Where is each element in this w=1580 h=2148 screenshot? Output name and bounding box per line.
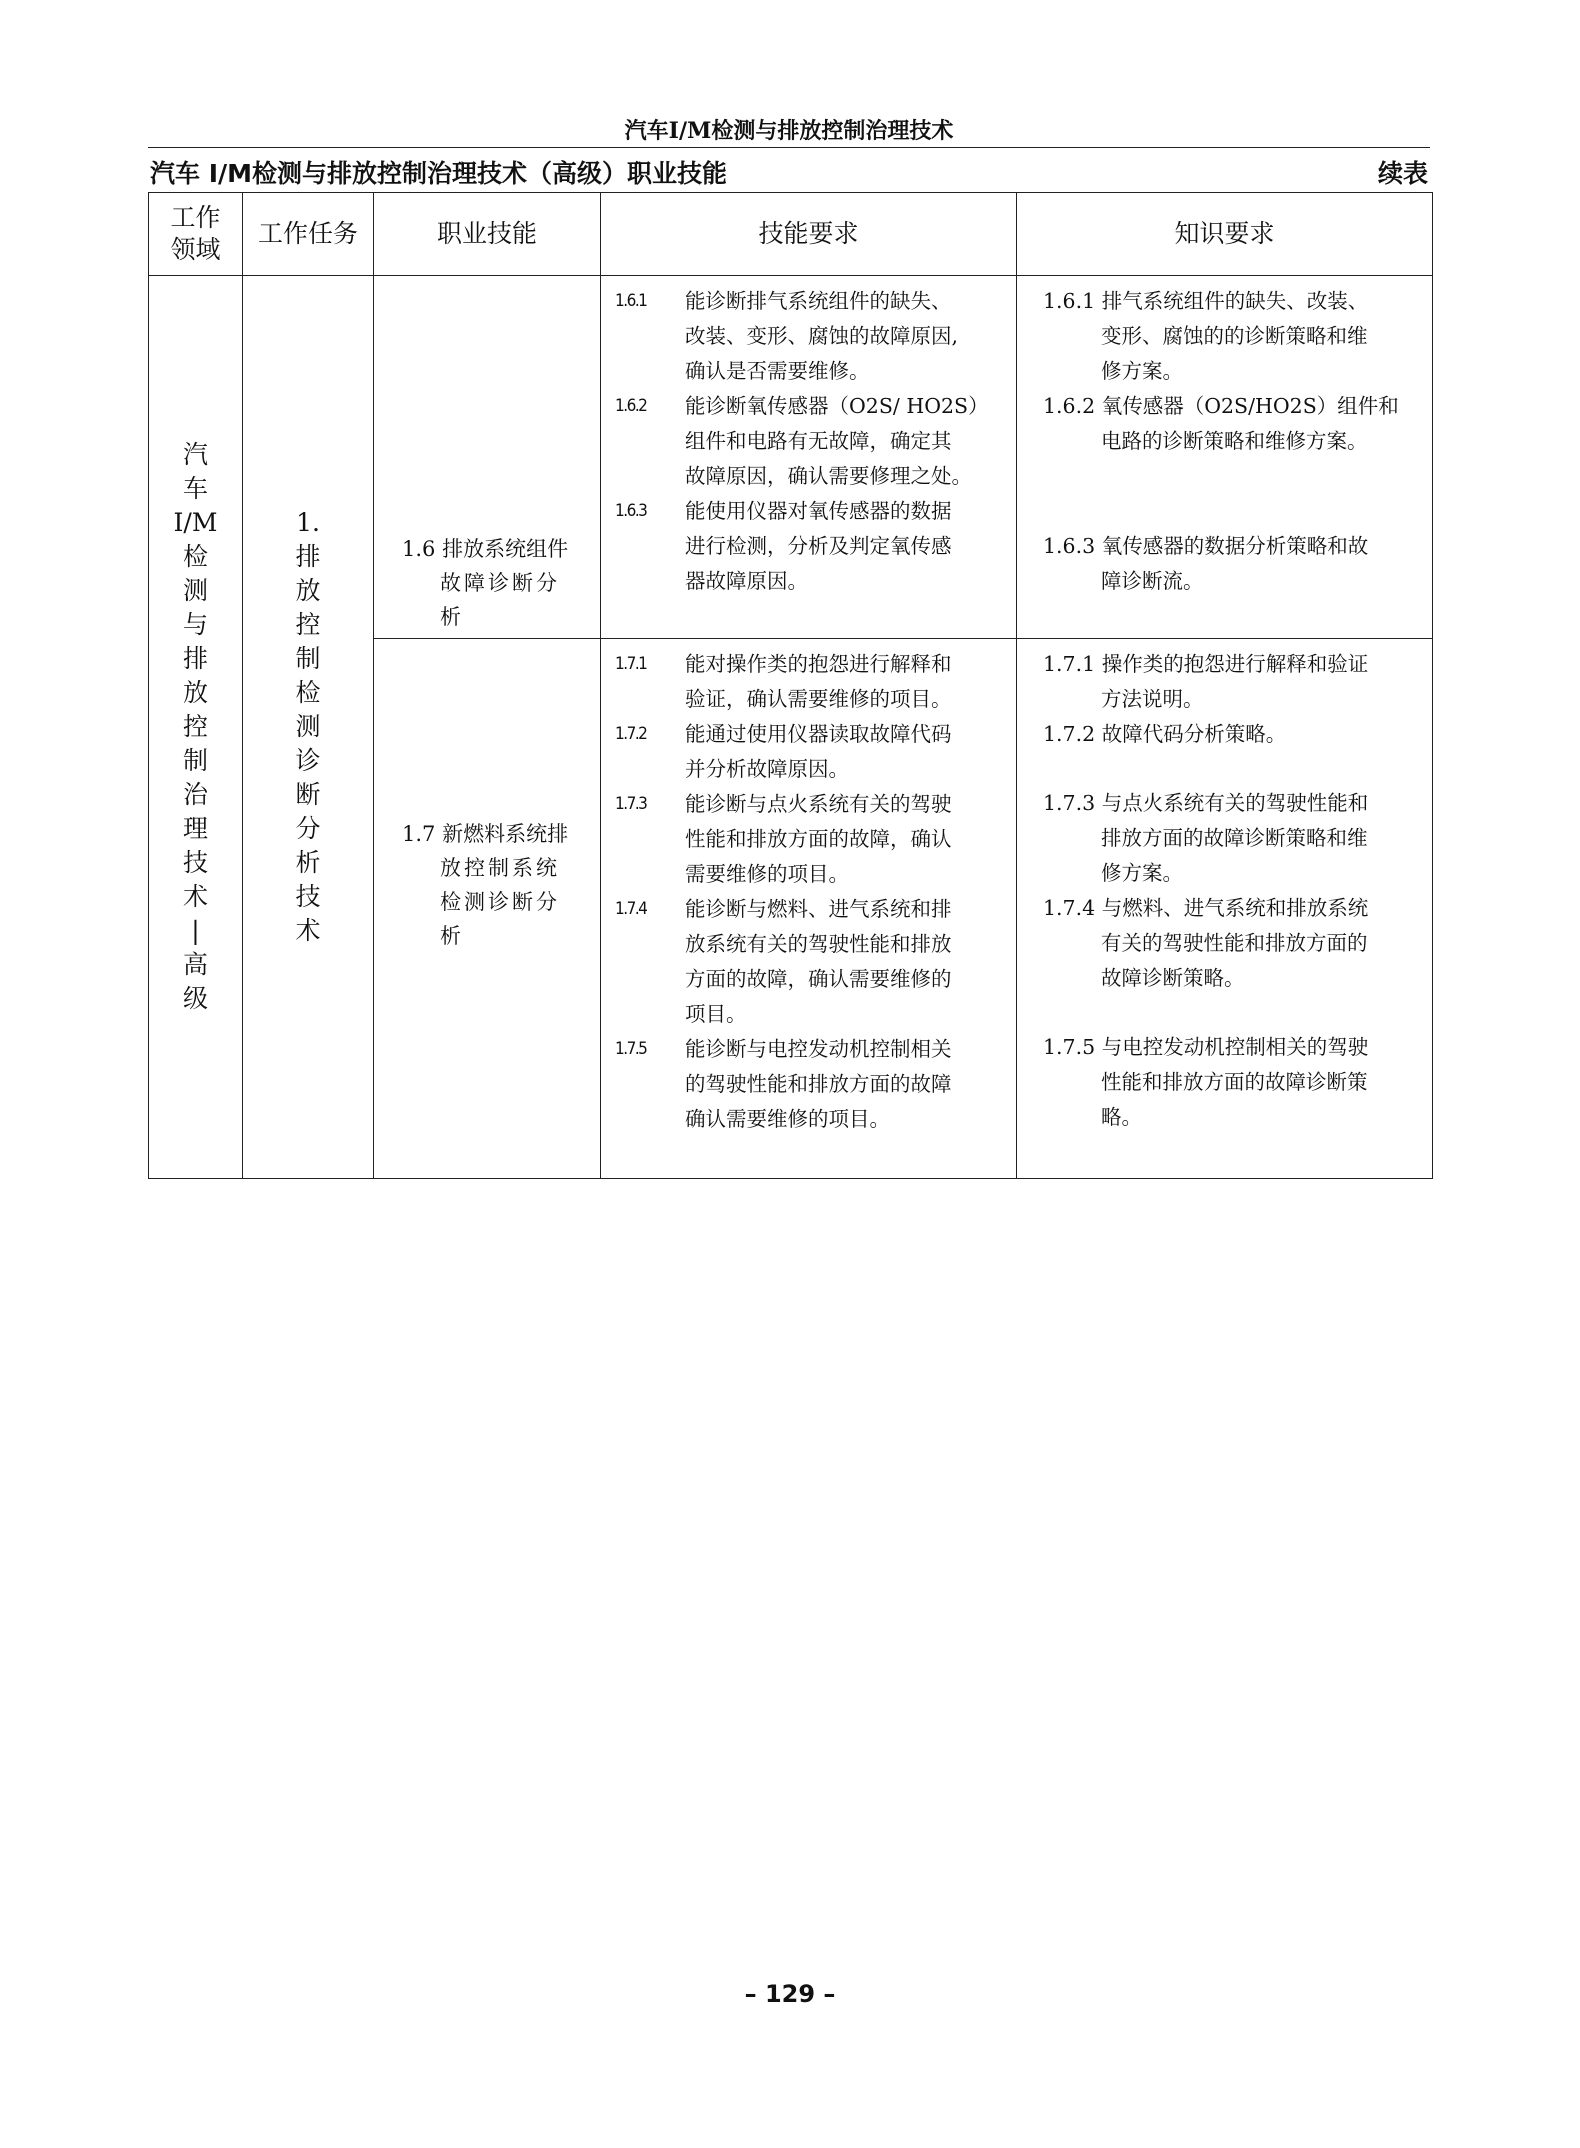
skill-requirement-line: 验证，确认需要维修的项目。 <box>685 687 952 711</box>
work-task-char: 排 <box>295 542 321 571</box>
skill-requirement-line: 能诊断与燃料、进气系统和排 <box>685 897 952 921</box>
skill-name-line: 故障诊断分 <box>440 571 560 595</box>
work-task-char: 控 <box>295 610 321 639</box>
knowledge-text: 操作类的抱怨进行解释和验证 <box>1101 652 1369 676</box>
knowledge-line <box>1031 717 1422 752</box>
skill-requirement-number: 1.7.5 <box>615 1039 647 1059</box>
table-row <box>149 276 1433 639</box>
skill-requirement-text <box>685 389 1006 494</box>
knowledge-text: 与电控发动机控制相关的驾驶 <box>1101 1035 1369 1059</box>
knowledge-line <box>1031 1030 1422 1065</box>
skill-requirement-text <box>685 892 1006 1032</box>
skill-name-line: 1.7 新燃料系统排 <box>402 822 569 846</box>
skill-requirement-item <box>615 389 1006 494</box>
knowledge-line: 方法说明。 <box>1101 687 1204 711</box>
work-domain-char: 与 <box>182 610 208 639</box>
knowledge-line: 修方案。 <box>1101 359 1183 383</box>
work-domain-char: 术 <box>182 882 208 911</box>
skill-requirement-text <box>685 647 1006 717</box>
knowledge-line <box>1031 389 1422 424</box>
header-row <box>149 193 1433 276</box>
knowledge-line <box>1031 647 1422 682</box>
work-domain-char: 排 <box>182 644 208 673</box>
skill-requirement-number: 1.7.1 <box>615 654 647 674</box>
knowledge-text: 与点火系统有关的驾驶性能和 <box>1101 791 1369 815</box>
work-domain-cell <box>149 276 243 1179</box>
skill-requirement-line: 能诊断与电控发动机控制相关 <box>685 1037 952 1061</box>
work-domain-char: 技 <box>182 848 208 877</box>
knowledge-line <box>1031 891 1422 926</box>
skill-requirement-line: 能通过使用仪器读取故障代码 <box>685 722 952 746</box>
col-header-requirements: 技能要求 <box>601 193 1017 276</box>
knowledge-line: 排放方面的故障诊断策略和维 <box>1101 826 1368 850</box>
col-header-domain-line: 领域 <box>170 235 221 264</box>
skill-name-line: 检测诊断分 <box>440 890 560 914</box>
skill-requirement-line: 能诊断氧传感器（O2S/ HO2S） <box>685 394 989 418</box>
skill-requirement-item <box>615 494 1006 599</box>
work-task-char: 制 <box>295 644 321 673</box>
knowledge-line: 障诊断流。 <box>1101 569 1204 593</box>
skill-requirement-line: 方面的故障，确认需要维修的 <box>685 967 952 991</box>
knowledge-number: 1.7.2 <box>1043 722 1096 746</box>
skill-name-line: 放控制系统 <box>440 856 560 880</box>
skill-requirement-line: 故障原因，确认需要修理之处。 <box>685 464 972 488</box>
knowledge-number: 1.7.1 <box>1043 652 1096 676</box>
col-header-domain <box>149 193 243 276</box>
knowledge-number: 1.6.1 <box>1043 289 1096 313</box>
knowledge-line: 略。 <box>1101 1105 1142 1129</box>
knowledge-text: 氧传感器的数据分析策略和故 <box>1101 534 1369 558</box>
knowledge-item <box>1031 786 1422 891</box>
table-continued-label: 续表 <box>1377 159 1428 188</box>
skill-requirement-line: 进行检测，分析及判定氧传感 <box>685 534 952 558</box>
skills-table <box>148 192 1433 1179</box>
work-domain-char: 理 <box>182 814 208 843</box>
work-task-char: 诊 <box>295 746 321 775</box>
table-title: 汽车 I/M检测与排放控制治理技术（高级）职业技能 <box>150 159 728 188</box>
skill-requirement-item <box>615 717 1006 787</box>
skill-name <box>402 404 588 634</box>
knowledge-requirements-cell <box>1017 639 1433 1179</box>
work-domain-char: 放 <box>182 678 208 707</box>
work-task-char: 放 <box>295 576 321 605</box>
skill-name-cell <box>374 639 601 1179</box>
col-header-knowledge: 知识要求 <box>1017 193 1433 276</box>
skill-requirements-cell <box>601 276 1017 639</box>
skill-requirement-text <box>685 787 1006 892</box>
skill-requirement-number: 1.6.2 <box>615 396 647 416</box>
skill-requirement-line: 组件和电路有无故障，确定其 <box>685 429 952 453</box>
knowledge-item <box>1031 284 1422 389</box>
work-task-char: 分 <box>295 814 321 843</box>
work-domain-char: 测 <box>182 576 208 605</box>
knowledge-number: 1.7.5 <box>1043 1035 1096 1059</box>
knowledge-line <box>1031 284 1422 319</box>
knowledge-line: 有关的驾驶性能和排放方面的 <box>1101 931 1368 955</box>
skill-requirement-item <box>615 1032 1006 1137</box>
knowledge-number: 1.6.2 <box>1043 394 1096 418</box>
col-header-domain-line: 工作 <box>170 203 221 232</box>
knowledge-line: 变形、腐蚀的的诊断策略和维 <box>1101 324 1368 348</box>
work-domain-char: 治 <box>182 780 208 809</box>
knowledge-line <box>1031 529 1422 564</box>
knowledge-line: 电路的诊断策略和维修方案。 <box>1101 429 1368 453</box>
work-task-char: 1. <box>296 508 320 537</box>
skill-requirement-text <box>685 717 1006 787</box>
work-task-char: 析 <box>295 848 321 877</box>
skill-requirement-item <box>615 892 1006 1032</box>
knowledge-text: 氧传感器（O2S/HO2S）组件和 <box>1101 394 1399 418</box>
skill-requirement-number: 1.7.4 <box>615 899 647 919</box>
work-task-char: 测 <box>295 712 321 741</box>
skill-requirement-text <box>685 284 1006 389</box>
skill-requirement-line: 改装、变形、腐蚀的故障原因, <box>685 324 959 348</box>
skill-requirement-line: 性能和排放方面的故障，确认 <box>685 827 952 851</box>
knowledge-text: 与燃料、进气系统和排放系统 <box>1101 896 1369 920</box>
knowledge-item <box>1031 717 1422 752</box>
page-number: – 129 – <box>744 1980 836 2008</box>
knowledge-item <box>1031 891 1422 996</box>
col-header-task: 工作任务 <box>243 193 374 276</box>
knowledge-line: 故障诊断策略。 <box>1101 966 1245 990</box>
work-domain-char: 控 <box>182 712 208 741</box>
running-header: 汽车I/M检测与排放控制治理技术 <box>624 118 954 144</box>
skill-requirement-item <box>615 647 1006 717</box>
knowledge-item <box>1031 389 1422 459</box>
knowledge-text: 排气系统组件的缺失、改装、 <box>1101 289 1369 313</box>
skill-name-line: 析 <box>440 605 464 629</box>
work-task-char: 检 <box>295 678 321 707</box>
work-domain-char: 级 <box>182 984 208 1013</box>
skill-requirement-text <box>685 494 1006 599</box>
skill-requirement-line: 放系统有关的驾驶性能和排放 <box>685 932 952 956</box>
work-domain-char: 制 <box>182 746 208 775</box>
skill-requirement-text <box>685 1032 1006 1137</box>
knowledge-line <box>1031 786 1422 821</box>
work-task-char: 技 <box>295 882 321 911</box>
col-header-skill: 职业技能 <box>374 193 601 276</box>
skill-requirement-line: 确认是否需要维修。 <box>685 359 870 383</box>
skill-name <box>402 639 588 953</box>
skill-requirement-number: 1.6.1 <box>615 291 647 311</box>
skill-requirement-line: 器故障原因。 <box>685 569 808 593</box>
knowledge-item <box>1031 529 1422 599</box>
work-domain-char: 车 <box>182 474 208 503</box>
skill-requirements-cell <box>601 639 1017 1179</box>
skill-name-cell <box>374 276 601 639</box>
knowledge-text: 故障代码分析策略。 <box>1101 722 1287 746</box>
skill-requirement-line: 能诊断与点火系统有关的驾驶 <box>685 792 952 816</box>
work-domain-char: 汽 <box>182 440 208 469</box>
skill-requirement-line: 能对操作类的抱怨进行解释和 <box>685 652 952 676</box>
skill-requirement-number: 1.6.3 <box>615 501 647 521</box>
skill-name-line: 析 <box>440 924 464 948</box>
knowledge-line: 修方案。 <box>1101 861 1183 885</box>
skill-requirement-line: 能使用仪器对氧传感器的数据 <box>685 499 952 523</box>
skill-requirement-line: 的驾驶性能和排放方面的故障 <box>685 1072 952 1096</box>
work-domain-char: 高 <box>182 950 208 979</box>
skill-requirement-line: 项目。 <box>685 1002 747 1026</box>
skill-requirement-line: 需要维修的项目。 <box>685 862 849 886</box>
work-domain-char: | <box>191 916 200 945</box>
knowledge-number: 1.6.3 <box>1043 534 1096 558</box>
work-task-cell <box>243 276 374 1179</box>
skill-requirement-line: 并分析故障原因。 <box>685 757 849 781</box>
work-domain-char: 检 <box>182 542 208 571</box>
work-domain-char: I/M <box>173 508 218 537</box>
header-rule <box>148 147 1430 148</box>
skill-requirement-line: 确认需要维修的项目。 <box>685 1107 890 1131</box>
skill-name-line: 1.6 排放系统组件 <box>402 537 569 561</box>
skill-requirement-line: 能诊断排气系统组件的缺失、 <box>685 289 952 313</box>
knowledge-line: 性能和排放方面的故障诊断策 <box>1101 1070 1368 1094</box>
skill-requirement-number: 1.7.3 <box>615 794 647 814</box>
work-task-char: 断 <box>295 780 321 809</box>
skill-requirement-item <box>615 284 1006 389</box>
knowledge-item <box>1031 1030 1422 1135</box>
skill-requirement-item <box>615 787 1006 892</box>
work-task-char: 术 <box>295 916 321 945</box>
knowledge-number: 1.7.3 <box>1043 791 1096 815</box>
knowledge-requirements-cell <box>1017 276 1433 639</box>
skill-requirement-number: 1.7.2 <box>615 724 647 744</box>
knowledge-number: 1.7.4 <box>1043 896 1096 920</box>
knowledge-item <box>1031 647 1422 717</box>
